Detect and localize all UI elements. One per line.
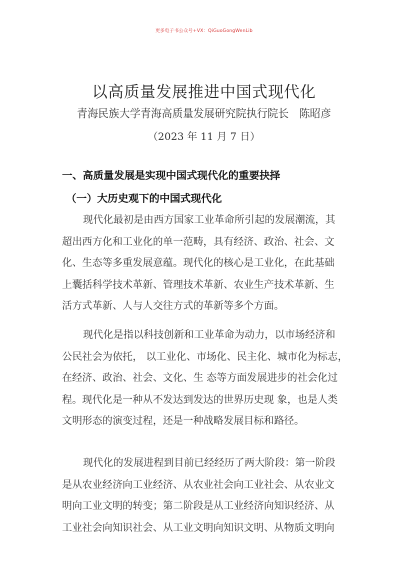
paragraph-line: 活方式革新、人与人交往方式的革新等多个方面。 <box>62 301 285 312</box>
header-watermark-note: 更多电子书公众号+VX：QiGuoGongWenLib <box>155 29 253 34</box>
paragraph-line: 公民社会为依托， 以工业化、市场化、民主化、城市化为标志， <box>62 351 348 363</box>
document-date: （2023 年 11 月 7 日） <box>147 132 261 143</box>
paragraph-1 <box>62 210 362 318</box>
document-title: 以高质量发展推进中国式现代化 <box>91 83 316 101</box>
paragraph-line: 明向工业文明的转变；第二阶段是从工业经济向知识经济、从 <box>62 501 335 512</box>
section-heading: 一、高质量发展是实现中国式现代化的重要抉择 <box>62 170 281 182</box>
paragraph-line: 现代化是指以科技创新和工业革命为动力，以市场经济和 <box>83 330 336 341</box>
paragraph-line: 上囊括科学技术革新、管理技术革新、农业生产技术革新、生 <box>62 279 335 291</box>
paragraph-line: 工业社会向知识社会、从工业文明向知识文明、从物质文明向 <box>62 522 335 534</box>
paragraph-line: 在经济、政治、社会、文化、生 态等方面发展进步的社会化过 <box>62 373 338 384</box>
document-author: 青海民族大学青海高质量发展研究院执行院长 陈昭彦 <box>76 108 332 120</box>
paragraph-2 <box>62 325 362 433</box>
paragraph-3 <box>62 453 362 539</box>
subsection-heading: （一）大历史观下的中国式现代化 <box>66 193 222 205</box>
paragraph-line: 现代化最初是由西方国家工业革命所引起的发展潮流，其 <box>83 215 336 226</box>
paragraph-line: 现代化的发展进程到目前已经经历了两大阶段：第一阶段 <box>83 458 336 469</box>
paragraph-line: 化、生态等多重发展意蕴。现代化的核心是工业化，在此基础 <box>62 258 335 269</box>
paragraph-line: 超出西方化和工业化的单一范畴，具有经济、政治、社会、文 <box>62 236 335 248</box>
paragraph-line: 是从农业经济向工业经济、从农业社会向工业社会、从农业文 <box>62 479 335 491</box>
paragraph-line: 文明形态的演变过程，还是一种战略发展目标和路径。 <box>62 416 305 427</box>
paragraph-line: 程。现代化是一种从不发达到发达的世界历史现 象，也是人类 <box>62 394 338 406</box>
